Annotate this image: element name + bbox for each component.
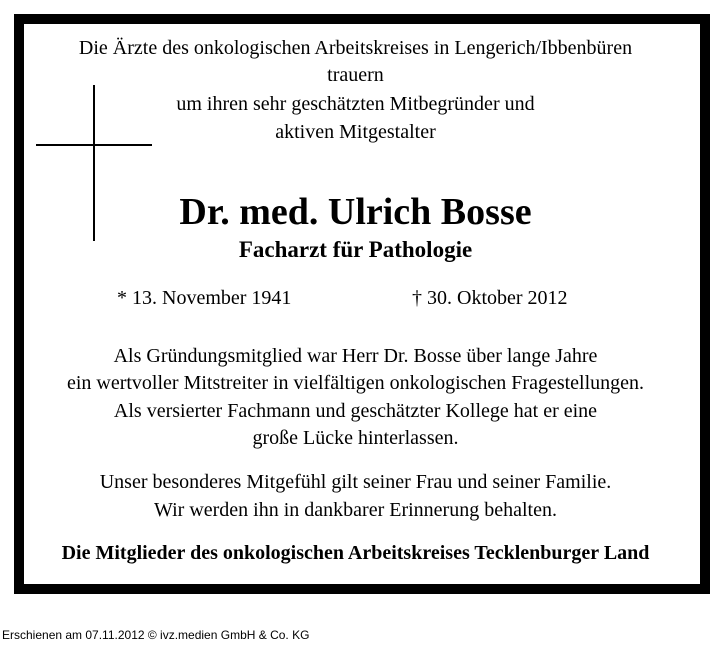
sympathy-line-1: Unser besonderes Mitgefühl gilt seiner Frau und seiner Familie. <box>99 471 612 493</box>
signature: Die Mitglieder des onkologischen Arbeitskreises Tecklenburger Land <box>61 542 650 564</box>
deceased-name: Dr. med. Ulrich Bosse <box>179 191 532 233</box>
intro-line-4: aktiven Mitgestalter <box>275 121 436 143</box>
tribute-line-4: große Lücke hinterlassen. <box>252 427 459 449</box>
birth-date: * 13. November 1941 <box>117 287 292 309</box>
sympathy-line-2: Wir werden ihn in dankbarer Erinnerung behalten. <box>154 499 557 521</box>
tribute-line-3: Als versierter Fachmann und geschätzter Kollege hat er eine <box>113 400 598 422</box>
death-date: † 30. Oktober 2012 <box>412 287 568 309</box>
intro-line-2: trauern <box>327 64 384 86</box>
tribute-line-1: Als Gründungsmitglied war Herr Dr. Bosse über lange Jahre <box>113 345 598 367</box>
intro-line-3: um ihren sehr geschätzten Mitbegründer und <box>176 93 535 115</box>
publication-footer: Erschienen am 07.11.2012 © ivz.medien GmbH & Co. KG <box>2 628 310 642</box>
tribute-line-2: ein wertvoller Mitstreiter in vielfältigen onkologischen Fragestellungen. <box>66 372 645 394</box>
intro-line-1: Die Ärzte des onkologischen Arbeitskreises in Lengerich/Ibbenbüren <box>78 37 633 59</box>
cross-icon-horizontal <box>36 144 152 146</box>
profession: Facharzt für Pathologie <box>238 237 473 262</box>
